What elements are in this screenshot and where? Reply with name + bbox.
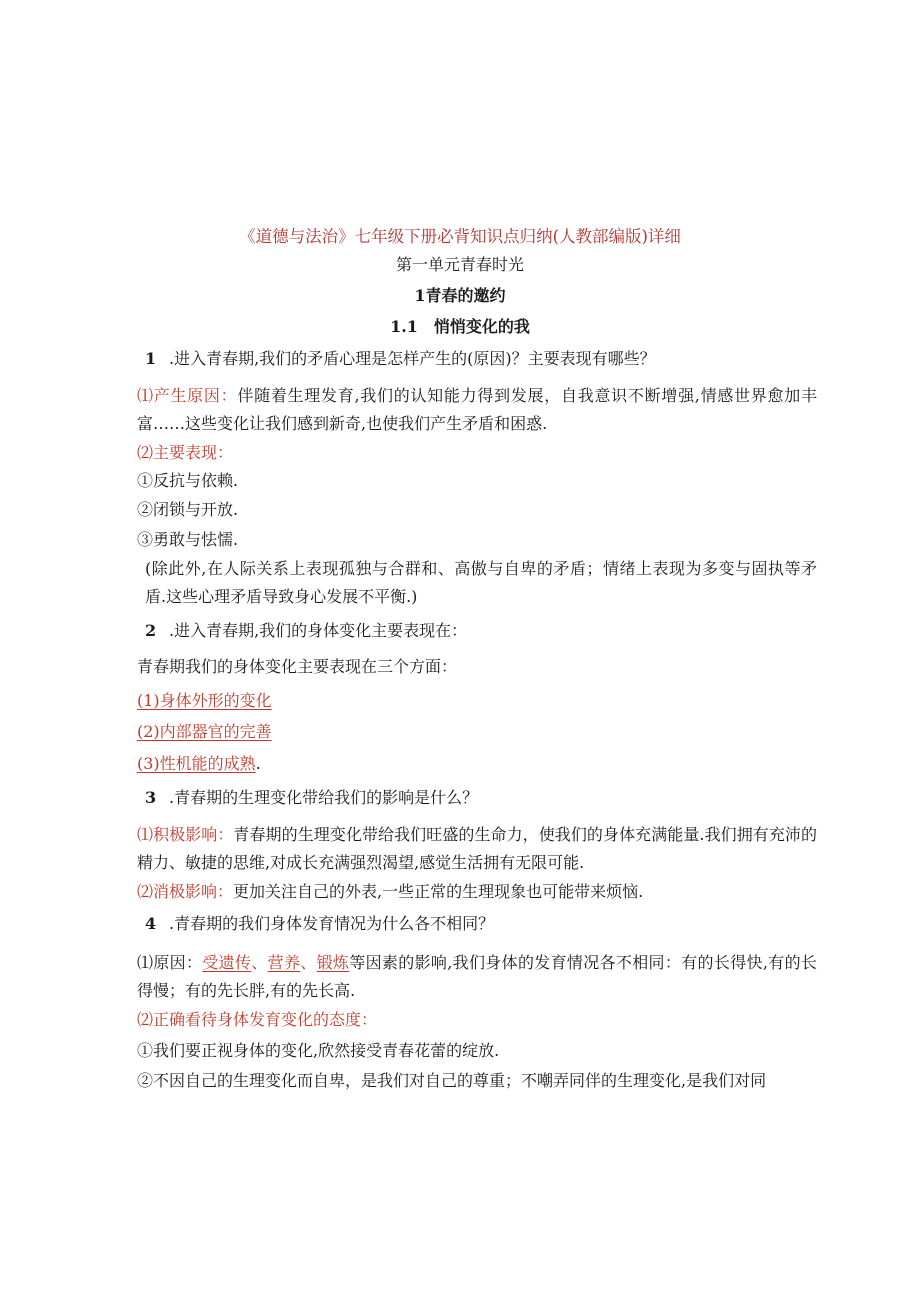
q1-item: ①反抗与依赖.	[137, 471, 239, 490]
q4-item: ②不因自己的生理变化而自卑，是我们对自己的尊重；不嘲弄同伴的生理变化,是我们对同	[137, 1071, 767, 1090]
q2-item-text: (1)身体外形的变化	[137, 691, 272, 710]
q2-item	[0, 721, 920, 743]
q3-negative-label: ⑵消极影响：	[137, 882, 234, 901]
q2-item-tail: .	[255, 754, 261, 773]
question-1	[0, 348, 920, 370]
q2-item	[0, 690, 920, 712]
q4-reason-text: 等因素的影响,我们身体的发育情况各不相同：有的长得快,有的长得慢；有的先长胖,有的先长高.	[137, 953, 817, 1000]
q4-factor: 营养	[267, 953, 301, 972]
q3-negative-text: 更加关注自己的外表,一些正常的生理现象也可能带来烦恼.	[233, 882, 644, 901]
q4-factor: 受遗传	[202, 953, 252, 972]
question-number: 1	[145, 349, 157, 368]
lesson-title: 1青春的邀约	[414, 286, 506, 305]
question-text: .青春期的我们身体发育情况为什么各不相同？	[169, 914, 495, 933]
q3-positive	[137, 821, 817, 877]
q2-item-text: (3)性机能的成熟	[137, 754, 256, 773]
q1-item: ②闭锁与开放.	[137, 500, 239, 519]
q1-item: ③勇敢与怯懦.	[137, 530, 239, 549]
q3-negative	[0, 881, 920, 903]
q4-attitude-label: ⑵正确看待身体发育变化的态度：	[137, 1010, 378, 1029]
section-title: 1.1 悄悄变化的我	[390, 317, 530, 336]
q1-main-label: ⑵主要表现：	[137, 443, 234, 462]
unit-heading: 第一单元青春时光	[395, 255, 524, 274]
q4-separator: 、	[300, 953, 317, 972]
q4-separator: 、	[251, 953, 268, 972]
question-number: 2	[145, 621, 157, 640]
q2-item-text: (2)内部器官的完善	[137, 722, 272, 741]
q3-positive-label: ⑴积极影响：	[137, 825, 234, 844]
q4-reason	[137, 949, 817, 1005]
q3-positive-text: 青春期的生理变化带给我们旺盛的生命力，使我们的身体充满能量.我们拥有充沛的精力、敏捷的思维,对成长充满强烈渴望,感觉生活拥有无限可能.	[137, 825, 817, 872]
q2-intro: 青春期我们的身体变化主要表现在三个方面：	[137, 657, 458, 676]
section-heading	[0, 316, 920, 338]
question-number: 4	[145, 914, 157, 933]
q2-item	[0, 753, 920, 775]
question-2	[0, 620, 920, 642]
question-text: .青春期的生理变化带给我们的影响是什么？	[169, 788, 479, 807]
question-3	[0, 787, 920, 809]
document-title: 《道德与法治》七年级下册必背知识点归纳(人教部编版)详细	[239, 227, 681, 246]
q4-factor: 锻炼	[316, 953, 350, 972]
q1-reason-label: ⑴产生原因：	[137, 386, 238, 405]
question-number: 3	[145, 788, 157, 807]
question-text: .进入青春期,我们的矛盾心理是怎样产生的(原因)？主要表现有哪些？	[169, 349, 656, 368]
q4-item: ①我们要正视身体的变化,欣然接受青春花蕾的绽放.	[137, 1041, 500, 1060]
q4-reason-prefix: ⑴原因：	[137, 953, 203, 972]
q1-reason-text: 伴随着生理发育,我们的认知能力得到发展，自我意识不断增强,情感世界愈加丰富……这些变化让我们感到新奇,也使我们产生矛盾和困惑.	[137, 386, 817, 433]
q1-reason	[137, 382, 817, 438]
question-text: .进入青春期,我们的身体变化主要表现在：	[169, 621, 468, 640]
question-4	[0, 913, 920, 935]
q1-note: (除此外,在人际关系上表现孤独与合群和、高傲与自卑的矛盾；情绪上表现为多变与固执等矛盾.这些心理矛盾导致身心发展不平衡.)	[145, 559, 817, 606]
lesson-heading	[0, 285, 920, 307]
